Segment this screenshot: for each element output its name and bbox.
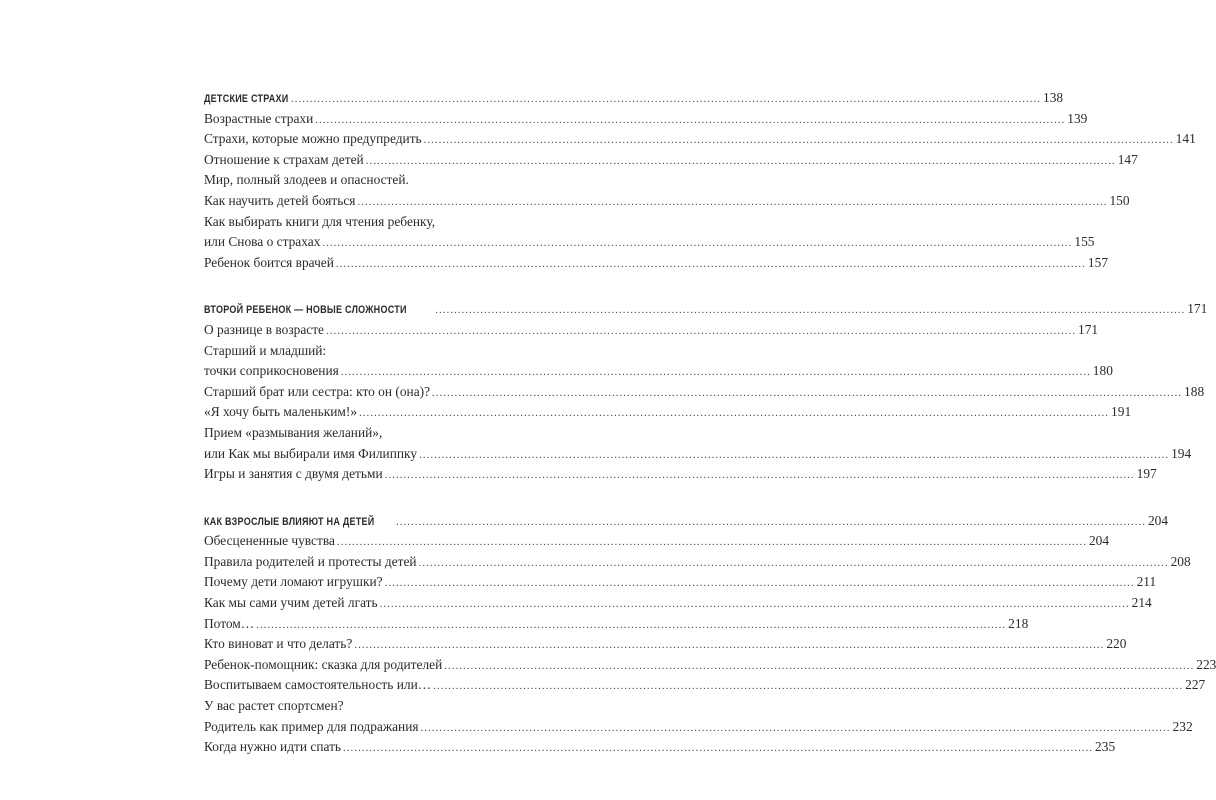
- dot-leader: ........................................................................................................................................................................................................: [256, 618, 1007, 631]
- toc-entry-title: Ребенок-помощник: сказка для родителей: [204, 656, 443, 672]
- dot-leader: ........................................................................................................................................................................................................: [433, 680, 1184, 693]
- page-number: 155: [1074, 234, 1095, 250]
- toc-entry: [204, 531, 1110, 552]
- page-number: 208: [1170, 553, 1191, 569]
- dot-leader: ........................................................................................................................................................................................................: [315, 113, 1066, 126]
- dot-leader: ........................................................................................................................................................................................................: [395, 515, 1146, 528]
- dot-leader: ........................................................................................................................................................................................................: [354, 639, 1105, 652]
- page-number: 138: [1043, 90, 1064, 105]
- toc-entry-title: Игры и занятия с двумя детьми: [204, 466, 383, 482]
- dot-leader: ........................................................................................................................................................................................................: [384, 577, 1135, 590]
- page-number: 218: [1008, 615, 1029, 631]
- page-number: 235: [1095, 739, 1116, 755]
- toc-entry: [204, 614, 1029, 635]
- toc-entry: [204, 552, 1191, 573]
- toc-entry-title: Прием «размывания желаний»,: [204, 424, 383, 440]
- section-heading-title: ВТОРОЙ РЕБЕНОК — НОВЫЕ СЛОЖНОСТИ: [204, 304, 407, 317]
- page-number: 141: [1175, 131, 1196, 147]
- dot-leader: ........................................................................................................................................................................................................: [335, 257, 1086, 270]
- toc-section: [204, 511, 1216, 758]
- toc-entry-title: Потом…: [204, 615, 255, 631]
- page-number: 147: [1117, 151, 1138, 167]
- toc-entry: [204, 361, 1113, 382]
- dot-leader: ........................................................................................................................................................................................................: [379, 598, 1130, 611]
- toc-entry-title: Ребенок боится врачей: [204, 254, 334, 270]
- toc-entry-title: Почему дети ломают игрушки?: [204, 574, 383, 590]
- toc-section: [204, 299, 1208, 484]
- toc-entry-title: или Как мы выбирали имя Филиппку: [204, 445, 418, 461]
- page-number: 227: [1185, 677, 1206, 693]
- dot-leader: ........................................................................................................................................................................................................: [423, 134, 1174, 147]
- toc-entry-title: Воспитываем самостоятельность или…: [204, 677, 432, 693]
- toc-entry: [204, 109, 1088, 130]
- toc-entry-title: Старший брат или сестра: кто он (она)?: [204, 383, 431, 399]
- page-number: 204: [1088, 533, 1110, 549]
- toc-entry-title: Обесцененные чувства: [204, 533, 335, 549]
- dot-leader: ........................................................................................................................................................................................................: [365, 154, 1116, 167]
- page-number: 150: [1109, 192, 1130, 208]
- toc-entry-title: Старший и младший:: [204, 342, 327, 358]
- section-heading: [204, 88, 1064, 109]
- dot-leader: ........................................................................................................................................................................................................: [343, 742, 1094, 755]
- toc-entry: [204, 232, 1095, 253]
- page-number: 180: [1092, 363, 1113, 379]
- page-number: 204: [1147, 512, 1169, 528]
- toc-entry: [204, 253, 1109, 274]
- page-number: 211: [1136, 574, 1157, 590]
- dot-leader: ........................................................................................................................................................................................................: [418, 556, 1169, 569]
- toc-entry-title: Возрастные страхи: [204, 110, 314, 126]
- toc-entry: [204, 191, 1130, 212]
- toc-entry-title: или Снова о страхах: [204, 234, 321, 250]
- toc-entry-title: Как мы сами учим детей лгать: [204, 595, 378, 611]
- toc-entry: [204, 655, 1216, 676]
- toc-entry: [204, 402, 1132, 423]
- dot-leader: ........................................................................................................................................................................................................: [326, 324, 1076, 337]
- toc-entry-title: точки соприкосновения: [204, 363, 339, 379]
- dot-leader: ........................................................................................................................................................................................................: [384, 469, 1135, 482]
- toc-entry: [204, 737, 1116, 758]
- dot-leader: ........................................................................................................................................................................................................: [359, 407, 1110, 420]
- toc-entry: [204, 129, 1196, 150]
- dot-leader: ........................................................................................................................................................................................................: [435, 304, 1186, 317]
- page-number: 191: [1111, 404, 1132, 420]
- toc-entry-title: Когда нужно идти спать: [204, 739, 342, 755]
- section-heading: [204, 511, 1169, 532]
- page-number: 194: [1171, 445, 1192, 461]
- toc-entry: [204, 212, 598, 233]
- toc-entry: [204, 464, 1157, 485]
- dot-leader: ........................................................................................................................................................................................................: [432, 386, 1183, 399]
- toc-entry-title: Как выбирать книги для чтения ребенку,: [204, 213, 436, 229]
- table-of-contents: [204, 88, 1216, 784]
- dot-leader: ........................................................................................................................................................................................................: [357, 195, 1108, 208]
- toc-entry: [204, 382, 1205, 403]
- dot-leader: ........................................................................................................................................................................................................: [340, 366, 1091, 379]
- dot-leader: ........................................................................................................................................................................................................: [322, 237, 1073, 250]
- page-number: 214: [1131, 595, 1152, 611]
- page-number: 220: [1106, 636, 1127, 652]
- toc-section: [204, 88, 1196, 273]
- toc-entry: [204, 320, 1099, 341]
- toc-entry-title: Родитель как пример для подражания: [204, 718, 419, 734]
- toc-entry-title: Кто виноват и что делать?: [204, 636, 353, 652]
- toc-entry-title: Отношение к страхам детей: [204, 151, 364, 167]
- toc-entry-title: Страхи, которые можно предупредить: [204, 131, 422, 147]
- page-number: 171: [1078, 321, 1099, 337]
- toc-entry-title: У вас растет спортсмен?: [204, 698, 344, 714]
- toc-entry-title: Как научить детей бояться: [204, 192, 356, 208]
- page-number: 188: [1184, 383, 1205, 399]
- toc-entry: [204, 444, 1192, 465]
- toc-entry: [204, 634, 1127, 655]
- toc-entry: [204, 717, 1193, 738]
- dot-leader: ........................................................................................................................................................................................................: [291, 93, 1041, 105]
- page-number: 232: [1172, 718, 1193, 734]
- toc-entry: [204, 423, 598, 444]
- toc-entry: [204, 341, 598, 362]
- page-number: 171: [1187, 301, 1208, 317]
- toc-entry: [204, 593, 1152, 614]
- page-number: 157: [1087, 254, 1109, 270]
- toc-entry-title: О разнице в возрасте: [204, 321, 324, 337]
- page-number: 223: [1196, 656, 1216, 672]
- dot-leader: ........................................................................................................................................................................................................: [419, 448, 1170, 461]
- toc-entry-title: «Я хочу быть маленьким!»: [204, 404, 358, 420]
- toc-entry: [204, 170, 598, 191]
- dot-leader: ........................................................................................................................................................................................................: [420, 721, 1171, 734]
- dot-leader: ........................................................................................................................................................................................................: [336, 536, 1087, 549]
- section-heading-title: ДЕТСКИЕ СТРАХИ: [204, 93, 289, 105]
- page-number: 197: [1136, 466, 1157, 482]
- section-heading-title: КАК ВЗРОСЛЫЕ ВЛИЯЮТ НА ДЕТЕЙ: [204, 515, 375, 528]
- toc-entry: [204, 696, 598, 717]
- toc-entry: [204, 675, 1206, 696]
- toc-entry: [204, 572, 1157, 593]
- toc-entry: [204, 150, 1138, 171]
- section-heading: [204, 299, 1208, 320]
- dot-leader: ........................................................................................................................................................................................................: [444, 659, 1195, 672]
- toc-entry-title: Правила родителей и протесты детей: [204, 553, 417, 569]
- page-number: 139: [1067, 110, 1088, 126]
- toc-entry-title: Мир, полный злодеев и опасностей.: [204, 172, 409, 188]
